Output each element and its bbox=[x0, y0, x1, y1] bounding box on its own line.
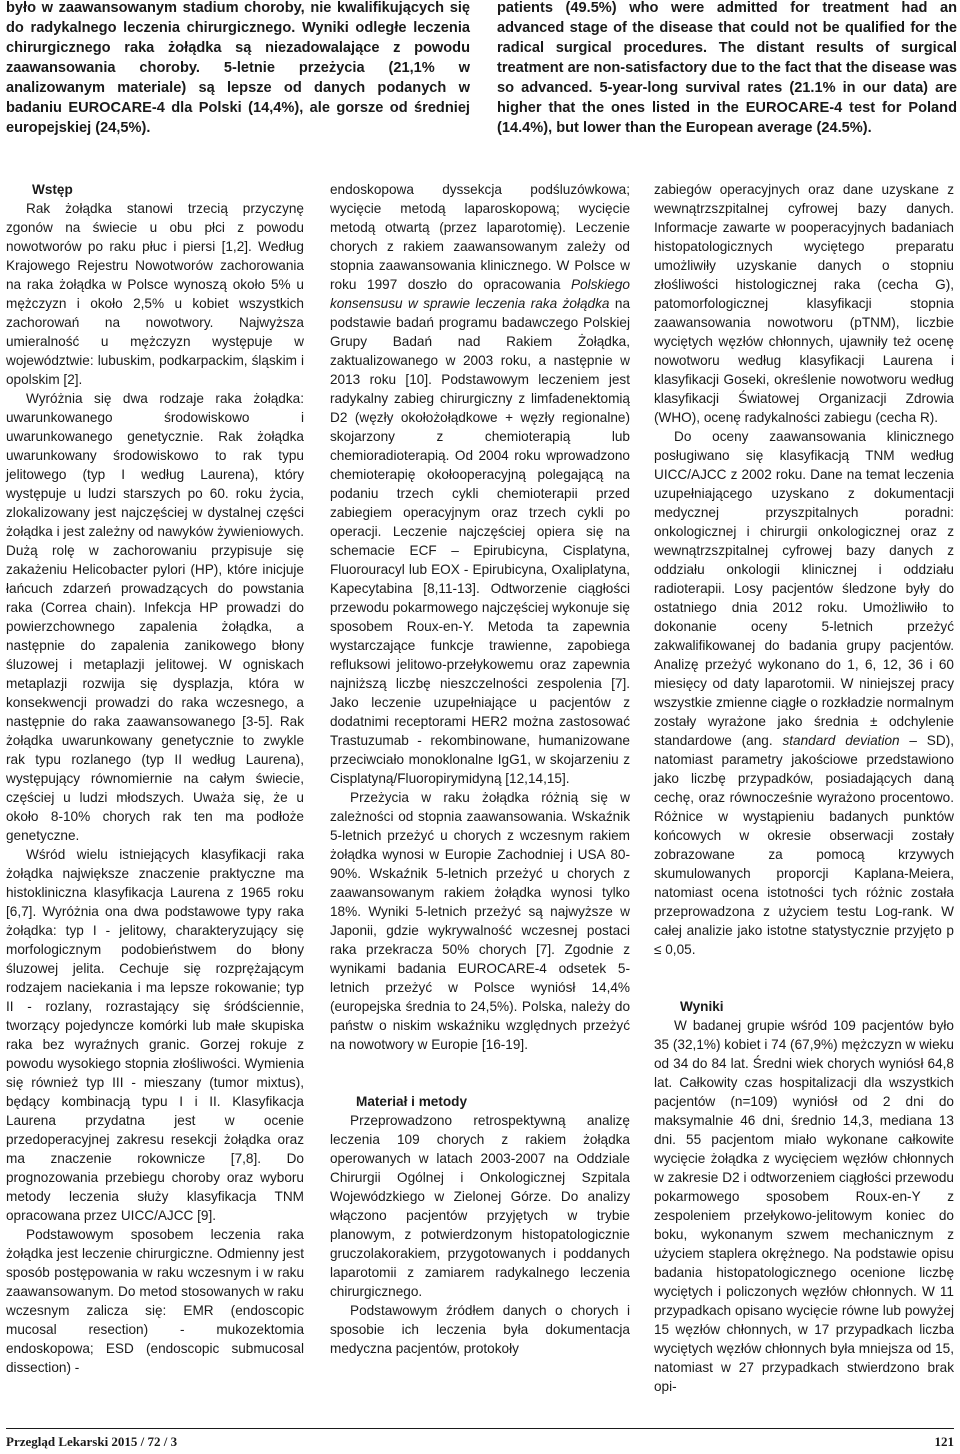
emphasis-text: standard deviation bbox=[782, 733, 900, 748]
section-heading-introduction: Wstęp bbox=[32, 182, 73, 197]
paragraph: Podstawowym sposobem leczenia raka żołądka jest leczenie chirurgiczne. Odmienny jest sposób postępowania w raku wczesnym i w raku zaawansowanym. Do metod stosowanych w raku wczesnym zalicza się: EMR (endoscopic mucosal resection) - mukozektomia endoskopowa; ESD (endoscopic submucosal dissection) - bbox=[6, 1227, 304, 1375]
section-heading-results: Wyniki bbox=[680, 999, 724, 1014]
paragraph: Podstawowym źródłem danych o chorych i sposobie ich leczenia była dokumentacja medyczna pacjentów, protokoły bbox=[330, 1303, 630, 1356]
spacer bbox=[330, 1054, 630, 1092]
text-run: Do oceny zaawansowania klinicznego posługiwano się klasyfikacją TNM według UICC/AJCC z 2002 roku. Dane na temat leczenia uzupełniającego uzyskano z dokumentacji medycznej przyszpitalnych poradni: onkologicznej i chirurgii onkologicznej oraz z wewnątrzszpitalnej cyfrowej bazy danych z oddziału onkologii klinicznej i oddziału radioterapii. Losy pacjentów śledzone były do ostatniego dnia 2012 roku. Umożliwiło to dokonanie oceny 5-letnich przeżyć zakwalifikowanej do badania grupy pacjentów. Analizę przeżyć wykonano do 1, 6, 12, 36 i 60 miesięcy od daty laparotomii. W niniejszej pracy wszystkie zmienne ciągłe o rozkładzie normalnym zostały wyrażone jako średnia ± odchylenie standardowe (ang. bbox=[654, 429, 954, 748]
page-number: 121 bbox=[934, 1434, 954, 1449]
column-2 bbox=[330, 180, 630, 1358]
text-run: na podstawie badań programu badawczego Polskiej Grupy Badań nad Rakiem Żołądka, zaktualizowanego w 2003 roku, a następnie w 2013 roku [10]. Podstawowym leczeniem jest radykalny zabieg chirurgiczny z limfadenektomią D2 (węzły okołożołądkowe + węzły regionalne) skojarzony z chemioterapią lub chemioradioterapią. Od 2004 roku wprowadzono chemioterapię okołooperacyjną polegającą na podaniu trzech cykli chemioterapii przed zabiegiem operacyjnym oraz trzech cykli po operacji. Leczenie najczęściej opiera się na schemacie ECF – Epirubicyna, Cisplatyna, Fluorouracyl lub EOX - Epirubicyna, Oxaliplatyna, Kapecytabina [8,11-13]. Odtworzenie ciągłości przewodu pokarmowego najczęściej wykonuje się sposobem Roux-en-Y. Metoda ta zapewnia wystarczające funkcje trawienne, zapobiega refluksowi jelitowo-przełykowemu oraz zapewnia najniższą liczbę nieszczelności zespolenia [7]. Jako leczenie uzupełniające u pacjentów z dodatnimi receptorami HER2 można zastosować Trastuzumab - rekombinowane, humanizowane przeciwciało monoklonalne IgG1, w skojarzeniu z Cisplatyną/Fluoropirymidyną [12,14,15]. bbox=[330, 296, 631, 786]
page-footer bbox=[6, 1428, 954, 1451]
column-1 bbox=[6, 180, 304, 1377]
emphasis-text: Polskiego konsensusu w sprawie leczenia raka żołądka bbox=[330, 277, 630, 311]
abstract-english: patients (49.5%) who were admitted for treatment had an advanced stage of the disease that could not be qualified for the radical surgical procedures. The distant results of surgical treatment are non-satisfactory due to the fact that the disease was so advanced. 5-year-long survival rates (21.1% in our data) are higher that the ones listed in the EUROCARE-4 test for Poland (14.4%), but lower than the European average (24.5%). bbox=[497, 0, 957, 136]
paragraph: Wśród wielu istniejących klasyfikacji raka żołądka największe znaczenie praktyczne ma histokliniczna klasyfikacja Laurena z 1965 roku [6,7]. Wyróżnia ona dwa podstawowe typy raka żołądka: typ I - jelitowy, charakteryzujący się morfologicznym podobieństwem do błony śluzowej jelita. Cechuje się rozprężającym rodzajem naciekania i ma lepsze rokowanie; typ II - rozlany, rozrastający się śródściennie, tworzący pojedyncze komórki lub małe skupiska raka bez wyraźnych granic. Gorzej rokuje z powodu wysokiego stopnia złośliwości. Wymienia się również typ III - mieszany (tumor mixtus), będący kombinacją typu I i II. Klasyfikacja Laurena przydatna jest w ocenie przedoperacyjnej zakresu resekcji żołądka oraz ma znaczenie rokownicze [7,8]. Do prognozowania przebiegu choroby oraz wyboru metody leczenia służy klasyfikacja TNM opracowana przez UICC/AJCC [9]. bbox=[6, 847, 304, 1223]
text-run: endoskopowa dyssekcja podśluzówkowa; wycięcie metodą laparoskopową; wycięcie metodą otwartą (przez laparotomię). Leczenie chorych z rakiem zaawansowanym zależy od stopnia zaawansowania klinicznego. W Polsce w roku 1997 doszło do opracowania bbox=[330, 182, 630, 292]
paragraph: Przeprowadzono retrospektywną analizę leczenia 109 chorych z rakiem żołądka operowanych w latach 2003-2007 na Oddziale Chirurgii Ogólnej i Onkologicznej Szpitala Wojewódzkiego w Zielonej Górze. Do analizy włączono pacjentów przyjętych w trybie planowym, z potwierdzonym histopatologicznie gruczolakorakiem, przygotowanych i poddanych laparotomii z zamiarem radykalnego leczenia chirurgicznego. bbox=[330, 1113, 630, 1299]
spacer bbox=[654, 959, 954, 997]
paragraph bbox=[654, 427, 954, 959]
journal-citation: Przegląd Lekarski 2015 / 72 / 3 bbox=[6, 1434, 178, 1449]
paragraph bbox=[330, 180, 630, 788]
paragraph: Rak żołądka stanowi trzecią przyczynę zgonów na świecie u obu płci z powodu nowotworów po raku płuc i piersi [1,2]. Według Krajowego Rejestru Nowotworów zachorowania na raka żołądka w Polsce wynoszą około 5% u mężczyzn i około 2,5% u kobiet wszystkich zachorowań na nowotwory. Najwyższa umieralność u mężczyzn występuje w województwie: lubuskim, podkarpackim, śląskim i opolskim [2]. bbox=[6, 201, 304, 387]
paragraph: zabiegów operacyjnych oraz dane uzyskane z wewnątrzszpitalnej cyfrowej bazy danych. Informacje zawarte w pooperacyjnych badaniach histopatologicznych wyciętego preparatu umożliwiły uzyskanie danych o stopniu złośliwości histologicznej raka (cecha G), patomorfologicznej klasyfikacji stopnia zaawansowania nowotworu (pTNM), liczbie wyciętych węzłów chłonnych, ujawniły też ocenę nowotworu według klasyfikacji Laurena i klasyfikacji Goseki, określenie nowotworu według klasyfikacji Światowej Organizacji Zdrowia (WHO), ocenę radykalności zabiegu (cecha R). bbox=[654, 182, 954, 425]
abstract-polish: było w zaawansowanym stadium choroby, nie kwalifikujących się do radykalnego leczenia chirurgicznego. Wyniki odległe leczenia chirurgicznego raka żołądka są niezadowalające z powodu zaawansowania choroby. 5-letnie przeżycia (21,1% w analizowanym materiale) są lepsze od danych podanych w badaniu EUROCARE-4 dla Polski (14,4%), ale gorsze od średniej europejskiej (24,5%). bbox=[6, 0, 470, 136]
paragraph: W badanej grupie wśród 109 pacjentów było 35 (32,1%) kobiet i 74 (67,9%) mężczyzn w wieku od 34 do 84 lat. Średni wiek chorych wyniósł 64,8 lat. Całkowity czas hospitalizacji dla wszystkich pacjentów (n=109) wyniósł od 2 dni do maksymalnie 46 dni, średnio 14,3, mediana 13 dni. 55 pacjentom miało wykonane całkowite wycięcie żołądka z wycięciem węzłów chłonnych w zakresie D2 i odtworzeniem ciągłości przewodu pokarmowego sposobem Roux-en-Y z zespoleniem przełykowo-jelitowym koniec do boku, wykonanym szwem mechanicznym z użyciem staplera okrężnego. Na podstawie opisu badania histopatologicznego ocenione liczbę wyciętych i policzonych węzłów chłonnych. W 11 przypadkach opisano wycięcie równe lub powyżej 15 węzłów chłonnych, w 17 przypadkach liczba wyciętych węzłów chłonnych była mniejsza od 15, natomiast w 27 przypadkach stwierdzono brak opi- bbox=[654, 1018, 954, 1394]
column-3 bbox=[654, 180, 954, 1396]
paragraph: Wyróżnia się dwa rodzaje raka żołądka: uwarunkowanego środowiskowo i uwarunkowanego genetycznie. Rak żołądka uwarunkowany środowiskowo to rak typu jelitowego (typ I według Laurena), który występuje u ludzi starszych po 60. roku życia, zlokalizowany jest najczęściej w dystalnej części żołądka i jest zależny od nawyków żywieniowych. Dużą rolę w zachorowaniu przypisuje się zakażeniu Helicobacter pylori (HP), które inicjuje łańcuch zdarzeń prowadzących do powstania raka (Correa chain). Infekcja HP prowadzi do powierzchownego zapalenia żołądka, a następnie do zapalenia zanikowego błony śluzowej i metaplazji jelitowej. W ogniskach metaplazji rozwija się dysplazja, która w konsekwencji prowadzi do raka wczesnego, a następnie do raka zaawansowanego [3-5]. Rak żołądka uwarunkowany genetycznie to zwykle rak typu rozlanego (typ II według Laurena), występujący równomiernie na całym świecie, częściej u ludzi młodszych. Uważa się, że u około 8-10% chorych rak ten ma podłoże genetyczne. bbox=[6, 391, 304, 843]
paragraph: Przeżycia w raku żołądka różnią się w zależności od stopnia zaawansowania. Wskaźnik 5-letnich przeżyć u chorych z wczesnym rakiem żołądka wynosi w Europie Zachodniej i USA 80-90%. Wskaźnik 5-letnich przeżyć u chorych z zaawansowanym rakiem żołądka wynosi tylko 18%. Wyniki 5-letnich przeżyć są najwyższe w Japonii, gdzie wykrywalność wczesnej postaci raka przekracza 50% chorych [7]. Zgodnie z wynikami badania EUROCARE-4 odsetek 5-letnich przeżyć w Polsce wyniósł 14,4% (europejska średnia to 24,5%). Polska, należy do państw o niskim wskaźniku względnych przeżyć na nowotwory w Europie [16-19]. bbox=[330, 790, 630, 1052]
section-heading-methods: Materiał i metody bbox=[356, 1094, 468, 1109]
text-run: – SD), natomiast parametry jakościowe przedstawiono jako liczbę przypadków, posiadających daną cechę, oraz równocześnie wyrażono procentowo. Różnice w wystąpieniu badanych punktów końcowych w okresie obserwacji zostały zobrazowane za pomocą krzywych skumulowanych proporcji Kaplana-Meiera, natomiast ocena istotności tych różnic została przeprowadzona z użyciem testu Log-rank. W całej analizie jako istotne statystycznie przyjęto p ≤ 0,05. bbox=[654, 733, 954, 957]
